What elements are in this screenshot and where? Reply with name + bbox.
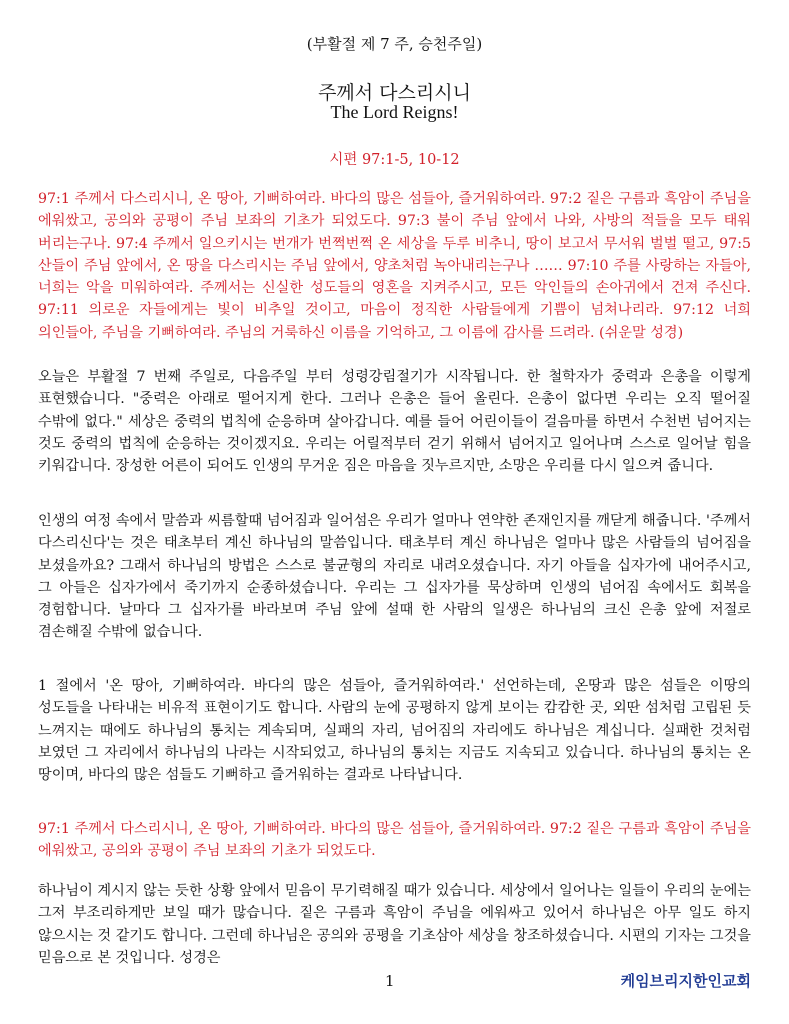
scripture-reference: 시편 97:1-5, 10-12 — [329, 152, 460, 168]
body-paragraph-4: 하나님이 계시지 않는 듯한 상황 앞에서 믿음이 무기력해질 때가 있습니다. 세상에서 일어나는 일들이 우리의 눈에는 그저 부조리하게만 보일 때가 많습니다. 짙은 구름과 흑암이 주님을 에워싸고 있어서 하나님은 아무 일도 하지 않으시는 것 같기도 합니다. 그런데 하나님은 공의와 공평을 기초삼아 세상을 창조하셨습니다. 시편의 기자는 그것을 믿음으로 본 것입니다. 성경은 — [38, 883, 751, 966]
liturgical-header: (부활절 제 7 주, 승천주일) — [306, 35, 483, 53]
church-name: 케임브리지한인교회 — [620, 972, 751, 990]
body-paragraph-3: 1 절에서 '온 땅아, 기뻐하여라. 바다의 많은 섬들아, 즐거워하여라.' 선언하는데, 온땅과 많은 섬들은 이땅의 성도들을 나타내는 비유적 표현이기도 합니다. 사람의 눈에 공평하지 않게 보이는 캄캄한 곳, 외딴 섬처럼 고립된 듯 느껴지는 때에도 하나님의 통치는 계속되며, 실패의 자리, 넘어짐의 자리에도 하나님은 계십니다. 실패한 것처럼 보였던 그 자리에서 하나님의 나라는 시작되었고, 하나님의 통치는 지금도 지속되고 있습니다. 하나님의 통치는 온 땅이며, 바다의 많은 섬들도 기뻐하고 즐거워하는 결과로 나타납니다. — [38, 678, 751, 784]
page-number: 1 — [385, 972, 395, 990]
body-paragraph-1: 오늘은 부활절 7 번째 주일로, 다음주일 부터 성령강림절기가 시작됩니다. 한 철학자가 중력과 은총을 이렇게 표현했습니다. "중력은 아래로 떨어지게 한다. 그러나 은총은 들어 올린다. 은총이 없다면 우리는 오직 떨어질 수밖에 없다." 세상은 중력의 법칙에 순응하며 살아갑니다. 예를 들어 어린이들이 걸음마를 하면서 수천번 넘어지는 것도 중력의 법칙에 순응하는 것이겠지요. 우리는 어릴적부터 걷기 위해서 넘어지고 일어나며 스스로 일어날 힘을 키워갑니다. 장성한 어른이 되어도 인생의 무거운 짐은 마음을 짓누르지만, 소망은 우리를 다시 일으켜 줍니다. — [38, 369, 751, 475]
scripture-quote: 97:1 주께서 다스리시니, 온 땅아, 기뻐하여라. 바다의 많은 섬들아, 즐거워하여라. 97:2 짙은 구름과 흑암이 주님을 에워쌌고, 공의와 공평이 주님 보좌의 기초가 되었도다. — [38, 821, 751, 860]
sermon-title-english: The Lord Reigns! — [330, 102, 459, 122]
scripture-passage: 97:1 주께서 다스리시니, 온 땅아, 기뻐하여라. 바다의 많은 섬들아, 즐거워하여라. 97:2 짙은 구름과 흑암이 주님을 에워쌌고, 공의와 공평이 주님 보좌의 기초가 되었도다. 97:3 불이 주님 앞에서 나와, 사방의 적들을 모두 태워 버리는구나. 97:4 주께서 일으키시는 번개가 번쩍번쩍 온 세상을 두루 비추니, 땅이 보고서 무서워 벌벌 떨고, 97:5 산들이 주님 앞에서, 온 땅을 다스리시는 주님 앞에서, 양초처럼 녹아내리는구나 …… 97:10 주를 사랑하는 자들아, 너희는 악을 미워하여라. 주께서는 신실한 성도들의 영혼을 지켜주시고, 모든 악인들의 손아귀에서 건져 주신다. 97:11 의로운 자들에게는 빛이 비추일 것이고, 마음이 정직한 사람들에게 기쁨이 넘쳐나리라. 97:12 너희 의인들아, 주님을 기뻐하여라. 주님의 거룩하신 이름을 기억하고, 그 이름에 감사를 드려라. (쉬운말 성경) — [38, 191, 751, 341]
sermon-title-korean: 주께서 다스리시니 — [318, 82, 471, 104]
body-paragraph-2: 인생의 여정 속에서 말씀과 씨름할때 넘어짐과 일어섬은 우리가 얼마나 연약한 존재인지를 깨닫게 해줍니다. '주께서 다스리신다'는 것은 태초부터 계신 하나님의 말씀입니다. 태초부터 계신 하나님은 얼마나 많은 사람들의 넘어짐을 보셨을까요? 그래서 하나님의 방법은 스스로 불균형의 자리로 내려오셨습니다. 자기 아들을 십자가에 내어주시고, 그 아들은 십자가에서 죽기까지 순종하셨습니다. 우리는 그 십자가를 묵상하며 인생의 넘어짐 속에서도 회복을 경험합니다. 날마다 그 십자가를 바라보며 주님 앞에 설때 한 사람의 일생은 하나님의 크신 은총 앞에 저절로 겸손해질 수밖에 없습니다. — [38, 513, 751, 641]
